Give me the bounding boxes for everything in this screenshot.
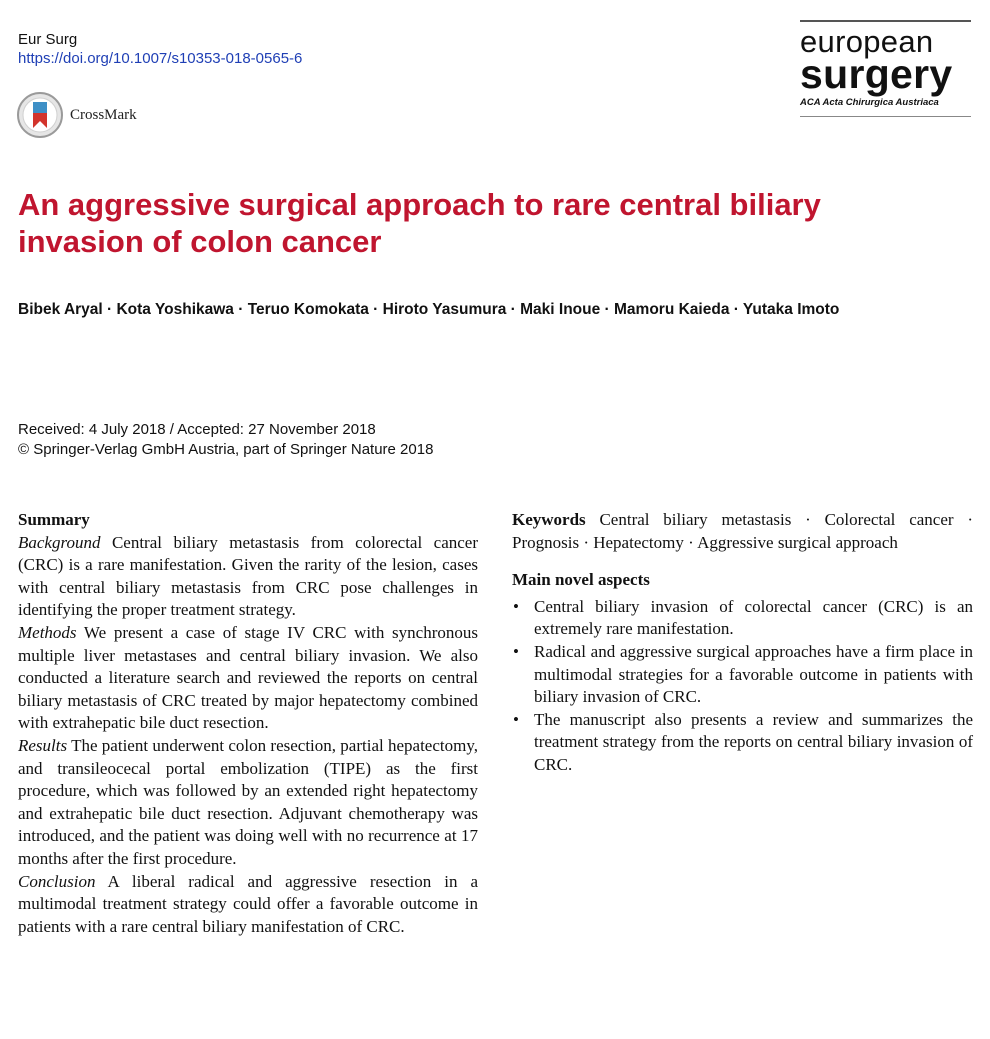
keywords-and-aspects <box>512 509 973 777</box>
list-item-text: Radical and aggressive surgical approaches have a firm place in multimodal strategies for a favorable outcome in patients with biliary invasion of CRC. <box>534 641 973 707</box>
novel-aspects-list <box>512 596 973 777</box>
conclusion-label: Conclusion <box>18 871 96 891</box>
crossmark-badge[interactable] <box>16 91 137 139</box>
list-item-text: The manuscript also presents a review and summarizes the treatment strategy from the reports on central biliary invasion of CRC. <box>534 709 973 774</box>
author-list: Bibek Aryal · Kota Yoshikawa · Teruo Komokata · Hiroto Yasumura · Maki Inoue · Mamoru Kaieda · Yutaka Imoto <box>18 301 840 318</box>
doi-link[interactable]: https://doi.org/10.1007/s10353-018-0565-6 <box>18 50 303 67</box>
list-item <box>512 596 973 641</box>
results-label: Results <box>18 735 68 755</box>
summary-background <box>18 532 478 622</box>
journal-logo <box>800 20 971 117</box>
journal-name: Eur Surg <box>18 31 78 48</box>
summary-heading: Summary <box>18 510 90 529</box>
bullet-icon: • <box>513 641 519 661</box>
crossmark-icon <box>16 91 64 139</box>
received-accepted: Received: 4 July 2018 / Accepted: 27 November 2018 <box>18 421 376 438</box>
keywords-label: Keywords <box>512 510 586 529</box>
logo-bottom-rule <box>800 116 971 117</box>
novel-aspects-heading: Main novel aspects <box>512 570 650 590</box>
summary-results <box>18 735 478 871</box>
logo-subtitle: ACA Acta Chirurgica Austriaca <box>800 97 939 108</box>
list-item <box>512 709 973 777</box>
background-text: Central biliary metastasis from colorectal cancer (CRC) is a rare manifestation. Given the rarity of the lesion, cases with central biliary metastasis from CRC pose challenges in identifying the proper treatment strategy. <box>18 532 478 620</box>
crossmark-label: CrossMark <box>70 106 137 123</box>
results-text: The patient underwent colon resection, partial hepatectomy, and transileocecal portal embolization (TIPE) as the first procedure, which was followed by an extended right hepatectomy and extrahepatic bile duct resection. Adjuvant chemotherapy was introduced, and the patient was doing well with no recurrence at 17 months after the first procedure. <box>18 735 478 868</box>
article-title: An aggressive surgical approach to rare central biliary invasion of colon cancer <box>18 187 821 259</box>
summary-section <box>18 509 478 938</box>
logo-top-rule <box>800 20 971 22</box>
methods-text: We present a case of stage IV CRC with synchronous multiple liver metastases and central biliary invasion. We also conducted a literature search and reviewed the reports on central biliary metastasis of CRC treated by major hepatectomy combined with extrahepatic bile duct resection. <box>18 622 478 733</box>
methods-label: Methods <box>18 622 77 642</box>
conclusion-text: A liberal radical and aggressive resection in a multimodal treatment strategy could offer a favorable outcome in patients with a rare central biliary manifestation of CRC. <box>18 871 479 936</box>
journal-meta <box>18 30 302 68</box>
background-label: Background <box>18 532 101 552</box>
list-item <box>512 641 973 709</box>
list-item-text: Central biliary invasion of colorectal cancer (CRC) is an extremely rare manifestation. <box>534 596 973 639</box>
bullet-icon: • <box>513 709 519 729</box>
summary-methods <box>18 622 478 735</box>
article-dates <box>18 420 433 460</box>
bullet-icon: • <box>513 596 519 616</box>
copyright-line: © Springer-Verlag GmbH Austria, part of Springer Nature 2018 <box>18 441 434 458</box>
logo-line-1: european <box>800 24 934 59</box>
keywords <box>512 509 973 554</box>
summary-conclusion <box>18 871 478 939</box>
keywords-text: Central biliary metastasis · Colorectal cancer · Prognosis · Hepatectomy · Aggressive surgical approach <box>512 510 973 552</box>
logo-line-2: surgery <box>800 51 953 97</box>
